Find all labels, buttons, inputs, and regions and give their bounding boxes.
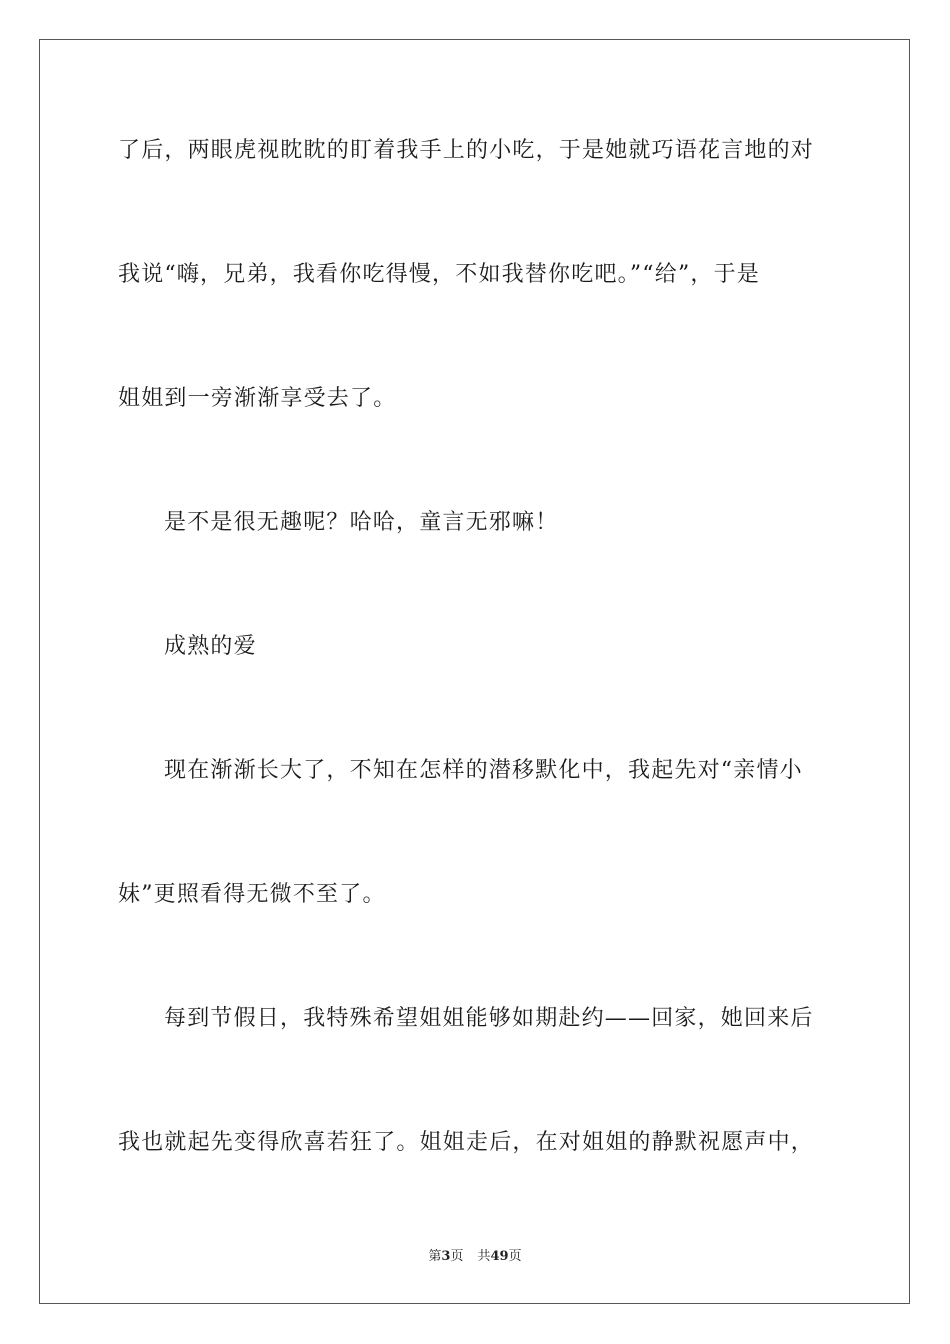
page-prefix: 第 bbox=[428, 1249, 442, 1264]
body-text-line: 每到节假日，我特殊希望姐姐能够如期赴约——回家，她回来后 bbox=[164, 1006, 814, 1031]
page-border bbox=[39, 39, 910, 1304]
total-prefix: 共 bbox=[477, 1249, 491, 1264]
section-heading: 成熟的爱 bbox=[164, 634, 257, 659]
body-text-line: 姐姐到一旁渐渐享受去了。 bbox=[118, 386, 397, 411]
body-text-line: 了后，两眼虎视眈眈的盯着我手上的小吃，于是她就巧语花言地的对 bbox=[118, 138, 815, 163]
total-suffix: 页 bbox=[508, 1249, 522, 1264]
total-pages: 49 bbox=[490, 1249, 509, 1264]
body-text-line: 现在渐渐长大了，不知在怎样的潜移默化中，我起先对“亲情小 bbox=[164, 758, 803, 783]
page-footer bbox=[0, 1248, 950, 1266]
body-text-line: 我说“嗨，兄弟，我看你吃得慢，不如我替你吃吧。”“给”，于是 bbox=[118, 262, 760, 287]
page-suffix: 页 bbox=[450, 1249, 464, 1264]
page-number: 3 bbox=[441, 1249, 451, 1264]
body-text-line: 是不是很无趣呢？哈哈，童言无邪嘛！ bbox=[164, 510, 559, 535]
body-text-line: 我也就起先变得欣喜若狂了。姐姐走后，在对姐姐的静默祝愿声中， bbox=[118, 1130, 815, 1155]
body-text-line: 妹”更照看得无微不至了。 bbox=[118, 882, 386, 907]
